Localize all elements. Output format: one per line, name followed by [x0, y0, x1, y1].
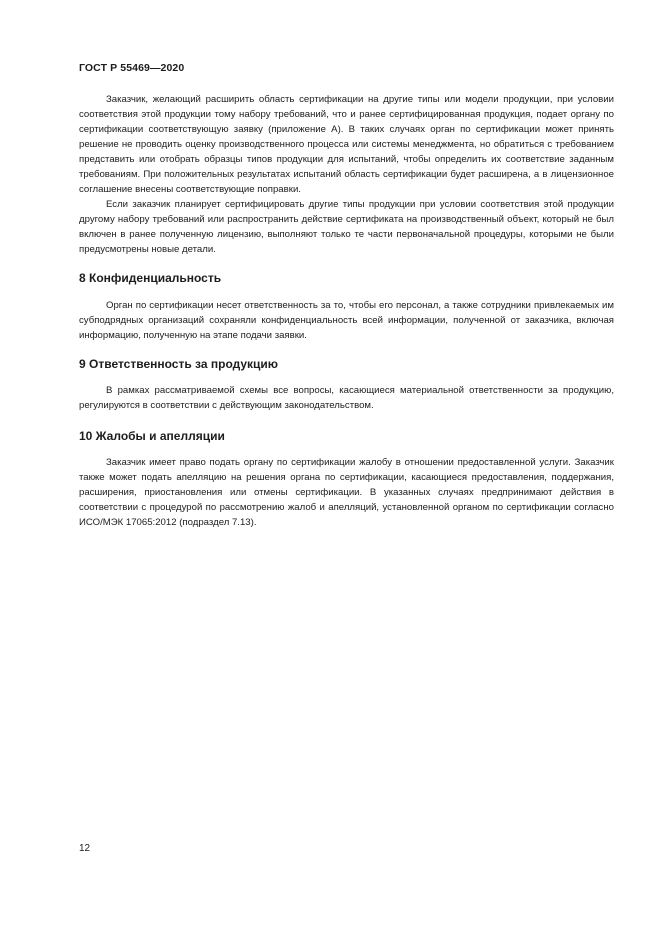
- paragraph-scope-extension: Заказчик, желающий расширить область сертификации на другие типы или модели продукции, при условии соответствия этой продукции тому набору требований, что и ранее сертифицированная продукция, подает органу по сертификации соответствующую заявку (приложение А). В таких случаях орган по сертификации может принять решение не проводить оценку производственного процесса или системы менеджмента, но обратиться с требованием представить или отобрать образцы типов продукции для испытаний, чтобы определить их соответствие заданным требованиям. При положительных результатах испытаний область сертификации будет расширена, а в лицензионное соглашение внесены соответствующие поправки.: [79, 94, 614, 195]
- section-heading-product-liability: 9 Ответственность за продукцию: [79, 357, 279, 371]
- section-text-complaints-appeals: Заказчик имеет право подать органу по сертификации жалобу в отношении предоставленной услуги. Заказчик также может подать апелляцию на решения органа по сертификации, касающиеся предоставления, поддержания, расширения, приостановления или отмены сертификации. В указанных случаях предпринимают действия в соответствии с процедурой по рассмотрению жалоб и апелляций, установленной органом по сертификации согласно ИСО/МЭК 17065:2012 (подраздел 7.13).: [79, 457, 614, 528]
- document-header: ГОСТ Р 55469—2020: [79, 62, 185, 74]
- section-heading-confidentiality: 8 Конфиденциальность: [79, 271, 222, 285]
- section-text-confidentiality: Орган по сертификации несет ответственность за то, чтобы его персонал, а также сотрудники привлекаемых им субподрядных организаций сохраняли конфиденциальность всей информации, полученной от заказчика, включая информацию, полученную на этапе подачи заявки.: [79, 300, 614, 341]
- section-text-product-liability: В рамках рассматриваемой схемы все вопросы, касающиеся материальной ответственности за продукцию, регулируются в соответствии с действующим законодательством.: [79, 385, 614, 411]
- document-body: [79, 92, 614, 530]
- paragraph-other-requirements: Если заказчик планирует сертифицировать другие типы продукции при условии соответствия этой продукции другому набору требований или распространить действие сертификата на производственный объект, который не был включен в ранее полученную лицензию, выполняют только те части первоначальной процедуры, которыми не были предусмотрены новые детали.: [79, 199, 614, 255]
- section-heading-complaints-appeals: 10 Жалобы и апелляции: [79, 429, 225, 443]
- page-number: 12: [79, 843, 91, 854]
